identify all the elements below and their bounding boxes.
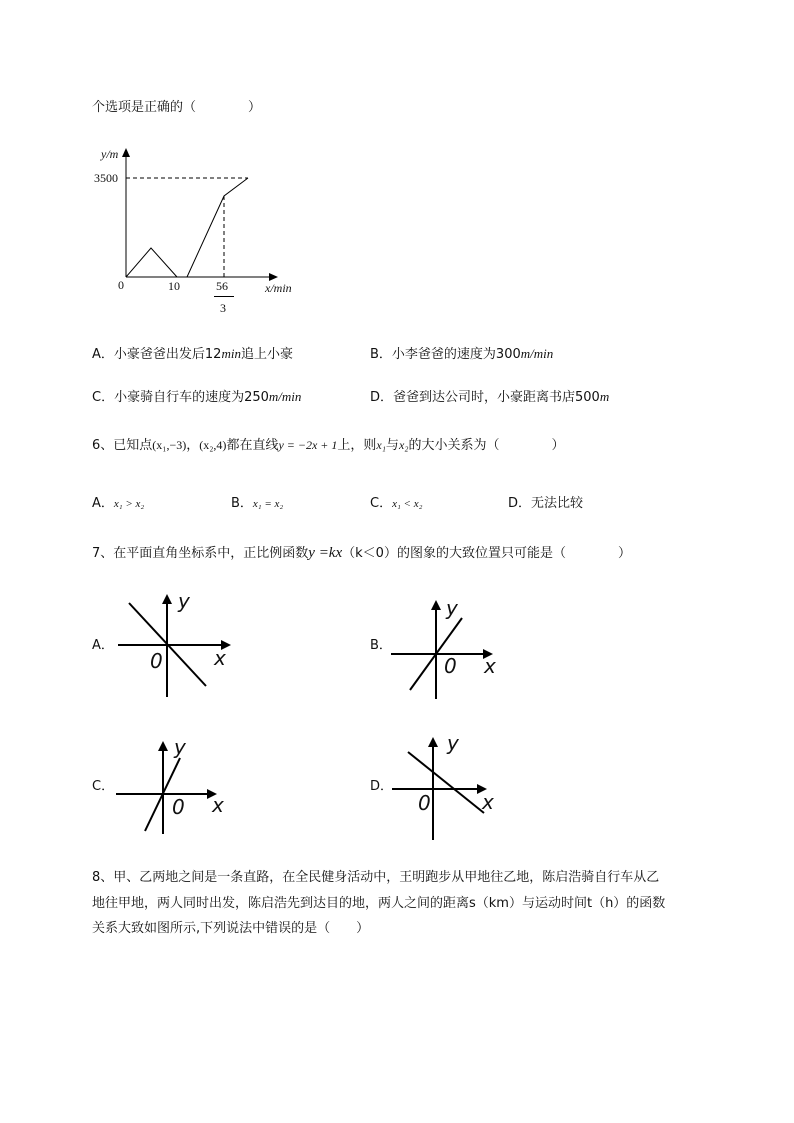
q8-line-2: 地往甲地，两人同时出发，陈启浩先到达目的地，两人之间的距离s（km）与运动时间t（h）的函数 — [92, 896, 666, 911]
q5-option-b: B．小李爸爸的速度为300m/min — [370, 346, 554, 362]
q7-option-b-letter: B． — [370, 638, 392, 653]
q8-line-3: 关系大致如图所示,下列说法中错误的是（ ） — [92, 921, 370, 936]
q5-graph-y-tick: 3500 — [94, 171, 118, 185]
q5-intro-tail: 个选项是正确的（ ） — [92, 100, 262, 115]
q5-graph-y-label: y/m — [101, 147, 119, 161]
q5-graph-x-label: x/min — [265, 281, 292, 295]
q6-option-a: A．x₁ > x₂ — [92, 496, 145, 511]
q7-option-c-y-label: y — [174, 735, 186, 759]
q6-option-c: C．x₁ < x₂ — [370, 496, 423, 511]
q7-option-b-x-label: x — [484, 654, 496, 678]
q7-option-c-letter: C． — [92, 779, 115, 794]
q7-option-c-x-label: x — [212, 793, 224, 817]
q7-option-d-x-label: x — [482, 790, 494, 814]
q5-graph-x-tick-num: 56 — [216, 279, 228, 293]
q5-graph-x-tick-den: 3 — [220, 301, 226, 315]
q5-option-c: C．小豪骑自行车的速度为250m/min — [92, 389, 302, 405]
q7-option-b-y-label: y — [446, 596, 458, 620]
q7-option-d-letter: D． — [370, 779, 394, 794]
q7-option-c-origin: 0 — [172, 795, 185, 819]
q5-option-d: D．爸爸到达公司时，小豪距离书店500m — [370, 389, 610, 405]
q7-stem: 7、在平面直角坐标系中，正比例函数y =kx（k＜0）的图象的大致位置只可能是（ ） — [92, 545, 631, 561]
q7-option-a-x-label: x — [214, 646, 226, 670]
q7-option-b-origin: 0 — [444, 654, 457, 678]
q5-graph-origin: 0 — [118, 278, 124, 292]
q7-option-d-origin: 0 — [418, 791, 431, 815]
q7-option-d-y-label: y — [447, 731, 459, 755]
q5-option-a: A．小豪爸爸出发后12min追上小豪 — [92, 346, 293, 362]
q7-option-a-origin: 0 — [150, 649, 163, 673]
q7-option-a-letter: A． — [92, 638, 114, 653]
q5-graph-x-tick-10: 10 — [168, 279, 180, 293]
q6-option-b: B．x₁ = x₂ — [231, 496, 284, 511]
q6-option-d: D．无法比较 — [508, 496, 584, 511]
q6-stem: 6、已知点(x₁,−3)，(x₂,4)都在直线y = −2x + 1上，则x₁与x₂的大小关系为（ ） — [92, 438, 565, 453]
q8-line-1: 8、甲、乙两地之间是一条直路，在全民健身活动中，王明跑步从甲地往乙地，陈启浩骑自行车从乙 — [92, 870, 660, 885]
q7-option-a-y-label: y — [178, 589, 190, 613]
